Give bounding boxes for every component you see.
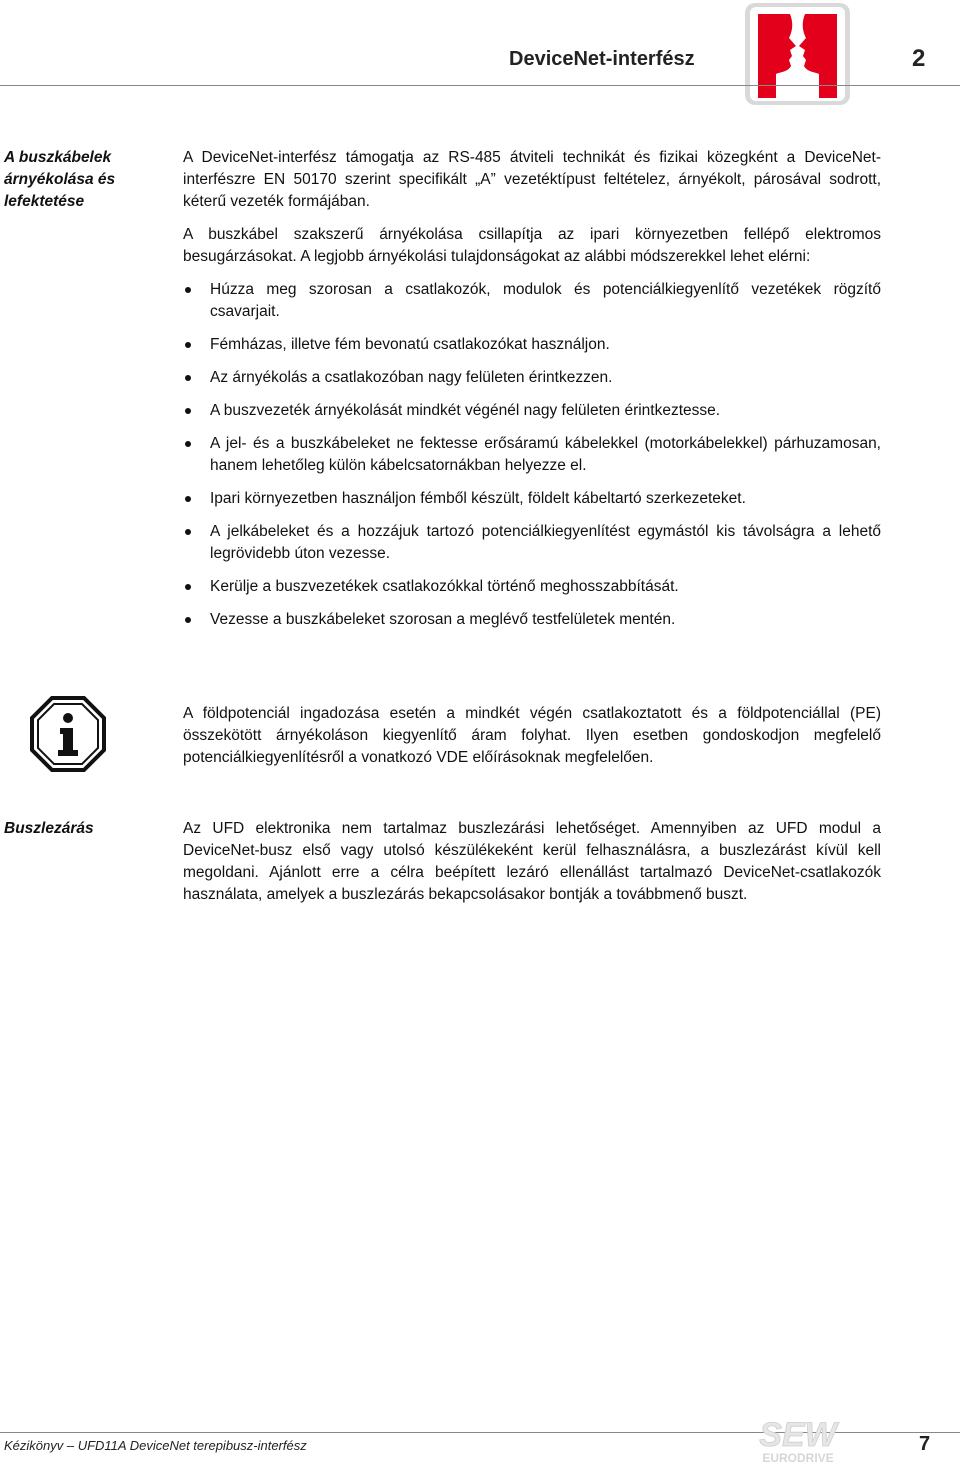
list-item: Vezesse a buszkábeleket szorosan a meglévő testfelületek mentén. bbox=[183, 609, 881, 631]
list-item: A jelkábeleket és a hozzájuk tartozó potenciálkiegyenlítést egymástól kis távolságra a lehető legrövidebb úton vezesse. bbox=[183, 521, 881, 565]
bullet-list bbox=[183, 279, 881, 631]
list-item: A jel- és a buszkábeleket ne fektesse erősáramú kábelekkel (motorkábelekkel) párhuzamosan, hanem lehetőleg külön kábelcsatornákban helyezze el. bbox=[183, 433, 881, 477]
page-number: 7 bbox=[919, 1433, 931, 1455]
section-body-shielding bbox=[183, 147, 881, 642]
list-item: Fémházas, illetve fém bevonatú csatlakozókat használjon. bbox=[183, 334, 881, 356]
list-item: Ipari környezetben használjon fémből készült, földelt kábeltartó szerkezeteket. bbox=[183, 488, 881, 510]
paragraph: A DeviceNet-interfész támogatja az RS-485 átviteli technikát és fizikai közegként a DeviceNet-interfészre EN 50170 szerint specifikált „A” vezetéktípust feltételez, árnyékolt, párosával sodrott, kéterű vezeték formájában. bbox=[183, 149, 881, 210]
list-item: Húzza meg szorosan a csatlakozók, modulok és potenciálkiegyenlítő vezetékek rögzítő csavarjait. bbox=[183, 279, 881, 323]
list-item: Kerülje a buszvezetékek csatlakozókkal történő meghosszabbítását. bbox=[183, 576, 881, 598]
section-body-termination: Az UFD elektronika nem tartalmaz buszlezárási lehetőséget. Amennyiben az UFD modul a DeviceNet-busz első vagy utolsó készülékeként kerül felhasználásra, a buszlezárást kívül kell megoldani. Ajánlott erre a célra beépített lezáró ellenállást tartalmazó DeviceNet-csatlakozók használata, amelyek a buszlezárás bekapcsolásakor bontják a továbbmenő buszt. bbox=[183, 820, 881, 903]
section-label-shielding: A buszkábelek árnyékolása és lefektetése bbox=[4, 149, 116, 210]
section-label-termination: Buszlezárás bbox=[4, 820, 94, 837]
sew-logo-bottom-text: EURODRIVE bbox=[762, 1451, 834, 1465]
header-divider bbox=[0, 85, 960, 86]
info-icon bbox=[30, 696, 106, 772]
faces-logo-icon bbox=[744, 2, 851, 106]
header-title: DeviceNet-interfész bbox=[509, 48, 695, 70]
sew-eurodrive-logo-icon bbox=[744, 1416, 852, 1466]
info-note-text: A földpotenciál ingadozása esetén a mindkét végén csatlakoztatott és a földpotenciállal (PE) összekötött árnyékoláson kiegyenlítő áram folyhat. Ilyen esetben gondoskodjon megfelelő potenciálkiegyenlítésről a vonatkozó VDE előírásoknak megfelelően. bbox=[183, 705, 881, 766]
sew-logo-top-text: SEW bbox=[759, 1416, 837, 1454]
list-item: Az árnyékolás a csatlakozóban nagy felületen érintkezzen. bbox=[183, 367, 881, 389]
list-item: A buszvezeték árnyékolását mindkét végénél nagy felületen érintkeztesse. bbox=[183, 400, 881, 422]
footer-text: Kézikönyv – UFD11A DeviceNet terepibusz-interfész bbox=[4, 1438, 307, 1453]
chapter-number: 2 bbox=[912, 45, 926, 72]
paragraph: A buszkábel szakszerű árnyékolása csillapítja az ipari környezetben fellépő elektromos besugárzásokat. A legjobb árnyékolási tulajdonságokat az alábbi módszerekkel lehet elérni: bbox=[183, 226, 881, 265]
